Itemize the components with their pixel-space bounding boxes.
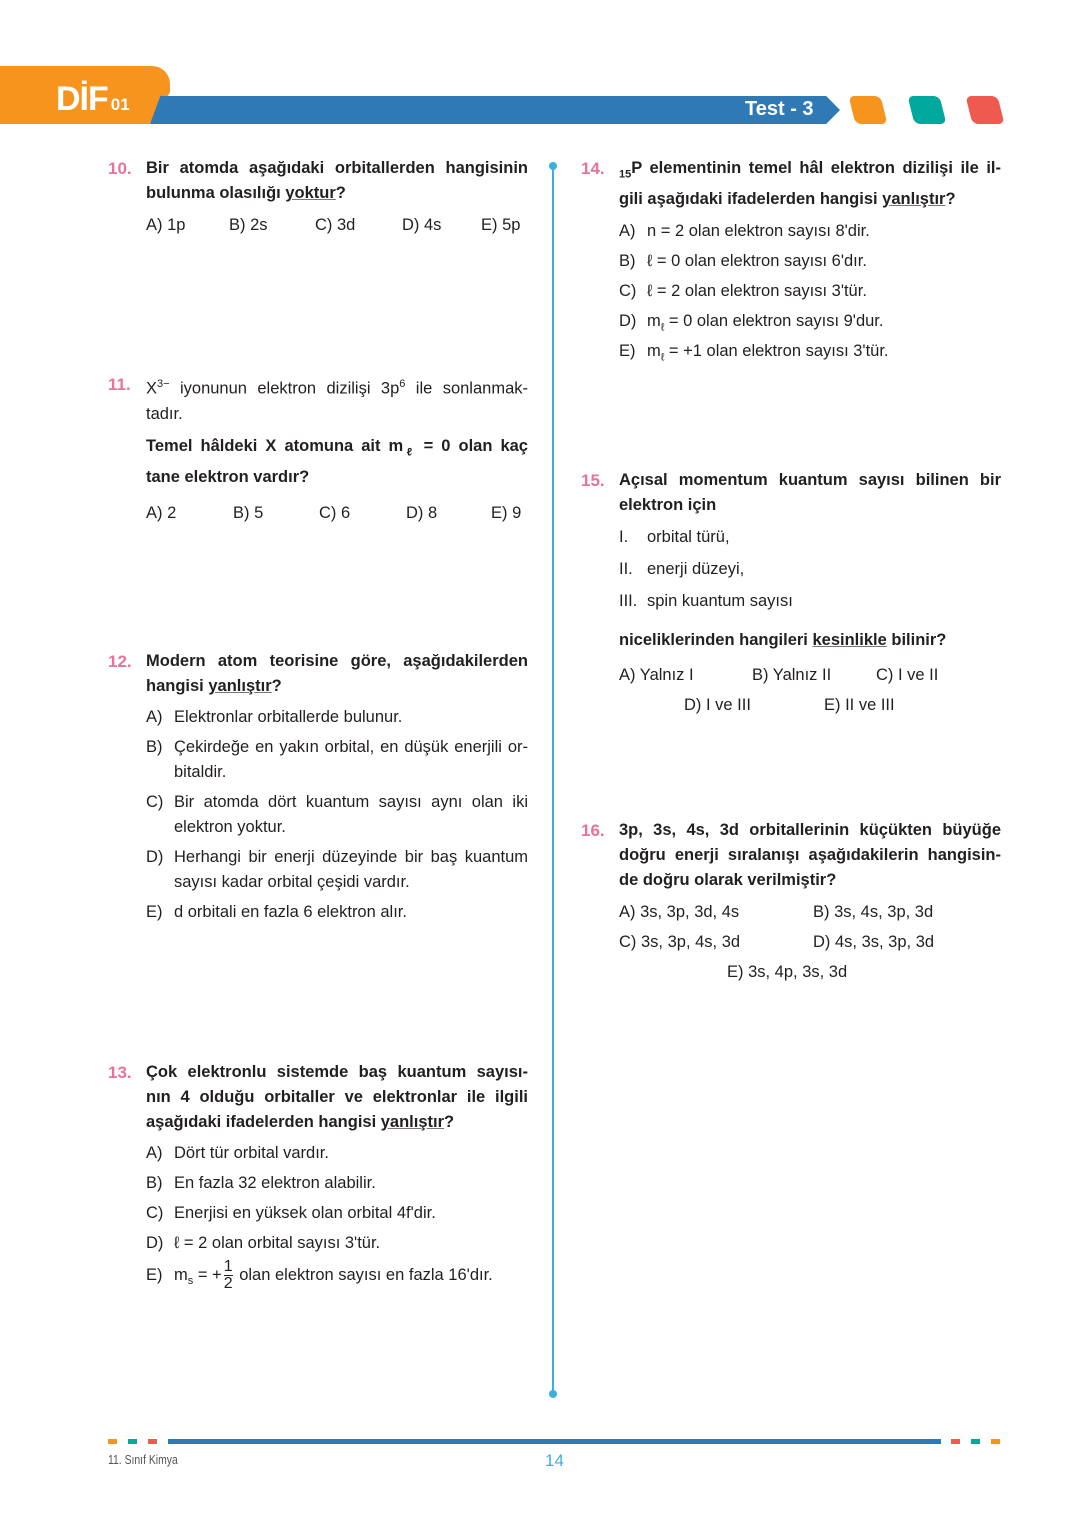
question-number: 14. xyxy=(581,159,605,178)
options xyxy=(108,501,528,526)
option-e[interactable]: E) 3s, 4p, 3s, 3d xyxy=(727,963,848,981)
option-a[interactable]: A) 3s, 3p, 3d, 4s xyxy=(619,903,740,921)
question-number: 16. xyxy=(581,821,605,840)
orange-chip-icon xyxy=(849,96,888,124)
divider-dot-bottom xyxy=(549,1390,557,1398)
red-chip-icon xyxy=(966,96,1005,124)
option-b[interactable]: B) Çekirdeğe en yakın orbital, en düşük enerjili or- bitaldir. xyxy=(146,738,528,781)
option-c[interactable]: C) Bir atomda dört kuantum sayısı aynı olan iki elektron yoktur. xyxy=(146,793,528,836)
option-e[interactable]: E) 5p xyxy=(481,216,521,234)
option-c[interactable]: C) 3s, 3p, 4s, 3d xyxy=(619,933,741,951)
divider-dot-top xyxy=(549,162,557,170)
question-13: 13. Çok elektronlu sistemde baş kuantum sayısı- nın 4 olduğu orbitaller ve elektronlar ile ilgili aşağıdaki ifadelerden hangisi yanlıştır? A) Dört tür orbital vardır. B) En fazla 32 elektron alabilir. C) Enerjisi en yüksek olan orbital 4f'dir. D) ℓ = 2 olan orbital sayısı 3'tür. E) $m_s$ = + $\frac{1}{2}$ olan elektron sayısı en fazla 16'dır. xyxy=(108,1060,528,1301)
question-number: 15. xyxy=(581,471,605,490)
option-a[interactable]: A) Yalnız I xyxy=(619,666,694,684)
question-12: 12. Modern atom teorisine göre, aşağıdakilerden hangisi yanlıştır? A) Elektronlar orbitallerde bulunur. B) Çekirdeğe en yakın orbital, en düşük enerjili or- bitaldir. C) Bir atomda dört kuantum sayısı aynı olan iki elektron yoktur. D) Herhangi bir enerji düzeyinde bir baş kuantum sayısı kadar orbital çeşidi vardır. E) d orbitali en fazla 6 elektron alır. xyxy=(108,649,528,925)
option-c[interactable]: C) I ve II xyxy=(876,666,939,684)
options xyxy=(581,900,1001,990)
question-number: 11. xyxy=(108,375,131,394)
question-15: 15. Açısal momentum kuantum sayısı bilinen bir elektron için I. orbital türü, II. enerji düzeyi, III. spin kuantum sayısı niceliklerinden hangileri kesinlikle bilinir? A) Yalnız I B) Yalnız II C) I ve II D) I ve III E) II ve III xyxy=(581,468,1001,723)
footer-square-icon xyxy=(128,1439,137,1444)
options xyxy=(581,663,1001,723)
option-d[interactable]: D) 4s, 3s, 3p, 3d xyxy=(813,933,935,951)
footer-book-title: 11. Sınıf Kimya xyxy=(108,1452,178,1467)
option-d[interactable]: D) I ve III xyxy=(684,696,751,714)
option-c[interactable]: C) 3d xyxy=(315,216,356,234)
footer-square-icon xyxy=(971,1439,980,1444)
footer-square-icon xyxy=(108,1439,117,1444)
option-d[interactable]: D) 4s xyxy=(402,216,442,234)
option-c[interactable]: C) 6 xyxy=(319,503,351,522)
option-a[interactable]: A) 2 xyxy=(146,503,177,522)
question-14: 14. $_{15}$P elementinin temel hâl elektron dizilişi ile il- gili aşağıdaki ifadelerden hangisi yanlıştır? A) n = 2 olan elektron sayısı 8'dir. B) ℓ = 0 olan elektron sayısı 6'dır. C) ℓ = 2 olan elektron sayısı 3'tür. D) $m_\ell = 0$ olan elektron sayısı 9'dur. E) $m_\ell = +1$ olan elektron sayısı 3'tür. xyxy=(581,156,1001,369)
question-11: 11. $X^{3-}$ iyonunun elektron dizilişi $3p^6$ ile sonlanmak- tadır. Temel hâldeki X atomuna ait $m_\ell = 0$ olan kaç tane elektron vardır? A) 2 B) 5 C) 6 D) 8 E) 9 xyxy=(108,372,528,526)
option-d[interactable]: D) 8 xyxy=(406,503,438,522)
question-number: 12. xyxy=(108,652,132,671)
option-d[interactable]: D) Herhangi bir enerji düzeyinde bir baş kuantum sayısı kadar orbital çeşidi vardır. xyxy=(146,848,528,891)
option-b[interactable]: B) 5 xyxy=(233,503,264,522)
option-e[interactable]: E) II ve III xyxy=(824,696,895,714)
header-bar xyxy=(150,96,840,124)
option-a[interactable]: A) 1p xyxy=(146,216,186,234)
options xyxy=(108,213,528,238)
option-e[interactable]: E) 9 xyxy=(491,503,522,522)
question-number: 13. xyxy=(108,1063,132,1082)
logo: DİF 01 xyxy=(56,80,130,118)
question-10: 10. Bir atomda aşağıdaki orbitallerden hangisinin bulunma olasılığı yoktur? A) 1p B) 2s C) 3d D) 4s E) 5p xyxy=(108,156,528,238)
page-number: 14 xyxy=(545,1451,564,1470)
question-16: 16. 3p, 3s, 4s, 3d orbitallerinin küçükten büyüğe doğru enerji sıralanışı aşağıdakilerin hangisin- de doğru olarak verilmiştir? A) 3s, 3p, 3d, 4s B) 3s, 4s, 3p, 3d C) 3s, 3p, 4s, 3d D) 4s, 3s, 3p, 3d E) 3s, 4p, 3s, 3d xyxy=(581,818,1001,990)
footer-square-icon xyxy=(148,1439,157,1444)
teal-chip-icon xyxy=(908,96,947,124)
option-b[interactable]: B) 3s, 4s, 3p, 3d xyxy=(813,903,934,921)
test-label: Test - 3 xyxy=(745,98,814,120)
column-divider xyxy=(552,166,554,1394)
footer-square-icon xyxy=(951,1439,960,1444)
footer-bar xyxy=(168,1439,941,1444)
option-b[interactable]: B) 2s xyxy=(229,216,268,234)
option-b[interactable]: B) Yalnız II xyxy=(752,666,832,684)
question-number: 10. xyxy=(108,159,132,178)
fraction: $\frac{1}{2}$ xyxy=(223,1258,233,1292)
option-e[interactable]: E) $m_s$ = + $\frac{1}{2}$ olan elektron sayısı en fazla 16'dır. xyxy=(146,1258,493,1292)
footer-square-icon xyxy=(991,1439,1000,1444)
stem: Bir atomda aşağıdaki orbitallerden hangisinin xyxy=(146,159,528,177)
